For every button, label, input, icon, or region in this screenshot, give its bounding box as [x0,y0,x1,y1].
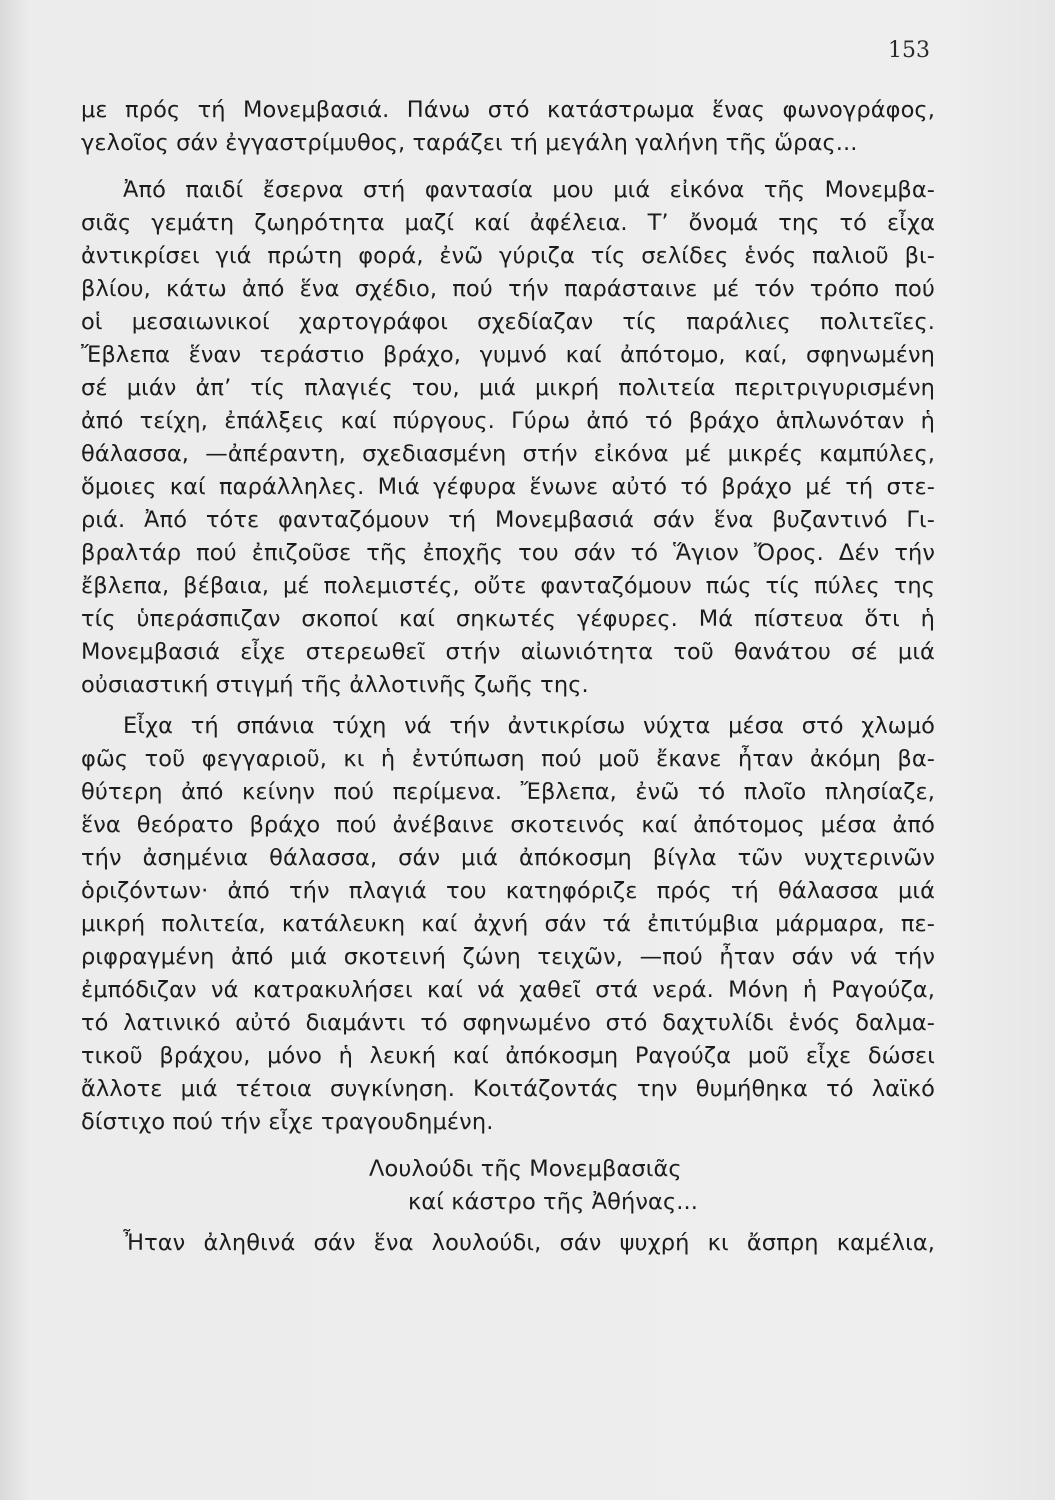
closing-line: Ἦταν ἀληθινά σάν ἕνα λουλούδι, σάν ψυχρή κι ἄσπρη καμέλια, [123,1230,935,1256]
text-line: βλίου, κάτω ἀπό ἕνα σχέδιο, πού τήν παράσταινε μέ τόν τρόπο πού [81,276,935,302]
text-line: γελοῖος σάν ἐγγαστρίμυθος, ταράζει τή μεγάλη γαλήνη τῆς ὥρας... [81,130,858,156]
text-line: σέ μιάν ἀπ’ τίς πλαγιές του, μιά μικρή πολιτεία περιτριγυρισμένη [81,375,935,401]
text-line: οἱ μεσαιωνικοί χαρτογράφοι σχεδίαζαν τίς παράλιες πολιτεῖες. [81,309,935,335]
paragraph-1 [81,94,935,160]
text-line: Μονεμβασιά εἶχε στερεωθεῖ στήν αἰωνιότητα τοῦ θανάτου σέ μιά [81,639,935,665]
paragraph-3 [81,710,935,1139]
text-line: ριφραγμένη ἀπό μιά σκοτεινή ζώνη τειχῶν, —πού ἦταν σάν νά τήν [81,944,935,970]
paragraph-gap [81,702,935,710]
text-line: θύτερη ἀπό κείνην πού περίμενα. Ἔβλεπα, ἐνῶ τό πλοῖο πλησίαζε, [81,779,935,805]
paragraph-2 [81,174,935,702]
text-line: Ἀπό παιδί ἔσερνα στή φαντασία μου μιά εἰκόνα τῆς Μονεμβα- [123,177,935,203]
text-line: θάλασσα, —ἀπέραντη, σχεδιασμένη στήν εἰκόνα μέ μικρές καμπύλες, [81,441,935,467]
text-line: ἐμπόδιζαν νά κατρακυλήσει καί νά χαθεῖ στά νερά. Μόνη ἡ Ραγούζα, [81,977,935,1003]
text-line: ἀντικρίσει γιά πρώτη φορά, ἐνῶ γύριζα τίς σελίδες ἑνός παλιοῦ βι- [81,243,935,269]
text-line: τικοῦ βράχου, μόνο ἡ λευκή καί ἀπόκοσμη Ραγούζα μοῦ εἶχε δώσει [81,1043,935,1069]
text-line: ὁριζόντων· ἀπό τήν πλαγιά του κατηφόριζε πρός τή θάλασσα μιά [81,878,935,904]
text-line: ἄλλοτε μιά τέτοια συγκίνηση. Κοιτάζοντάς την θυμήθηκα τό λαϊκό [81,1076,935,1102]
text-line: ἕνα θεόρατο βράχο πού ἀνέβαινε σκοτεινός καί ἀπότομος μέσα ἀπό [81,812,935,838]
text-line: ἔβλεπα, βέβαια, μέ πολεμιστές, οὔτε φανταζόμουν πώς τίς πύλες της [81,573,935,599]
paragraph-gap [81,1219,935,1227]
text-line: τήν ἀσημένια θάλασσα, σάν μιά ἀπόκοσμη βίγλα τῶν νυχτερινῶν [81,845,935,871]
text-line: ἀπό τείχη, ἐπάλξεις καί πύργους. Γύρω ἀπό τό βράχο ἁπλωνόταν ἡ [81,408,935,434]
text-line: ριά. Ἀπό τότε φανταζόμουν τή Μονεμβασιά σάν ἕνα βυζαντινό Γι- [81,507,935,533]
text-line: μικρή πολιτεία, κατάλευκη καί ἀχνή σάν τά ἐπιτύμβια μάρμαρα, πε- [81,911,935,937]
verse-gap [81,1139,935,1153]
page-number: 153 [888,38,930,63]
text-line: Εἶχα τή σπάνια τύχη νά τήν ἀντικρίσω νύχτα μέσα στό χλωμό [123,713,935,739]
text-line: σιᾶς γεμάτη ζωηρότητα μαζί καί ἀφέλεια. Τ’ ὄνομά της τό εἶχα [81,210,935,236]
text-line: ὅμοιες καί παράλληλες. Μιά γέφυρα ἕνωνε αὐτό τό βράχο μέ τή στε- [81,474,935,500]
verse-couplet [81,1153,935,1219]
verse-line: Λουλούδι τῆς Μονεμβασιᾶς [369,1156,682,1182]
verse-line: καί κάστρο τῆς Ἀθήνας... [408,1189,698,1215]
text-line: βραλτάρ πού ἐπιζοῦσε τῆς ἐποχῆς του σάν τό Ἅγιον Ὄρος. Δέν τήν [81,540,935,566]
text-line: τίς ὑπεράσπιζαν σκοποί καί σηκωτές γέφυρες. Μά πίστευα ὅτι ἡ [81,606,935,632]
text-line: τό λατινικό αὐτό διαμάντι τό σφηνωμένο στό δαχτυλίδι ἑνός δαλμα- [81,1010,935,1036]
text-line: με πρός τή Μονεμβασιά. Πάνω στό κατάστρωμα ἕνας φωνογράφος, [81,97,935,123]
text-line: Ἔβλεπα ἕναν τεράστιο βράχο, γυμνό καί ἀπότομο, καί, σφηνωμένη [81,342,935,368]
paragraph-gap [81,160,935,174]
text-line: δίστιχο πού τήν εἶχε τραγουδημένη. [81,1109,494,1135]
page-body [81,94,935,1260]
text-line: οὐσιαστική στιγμή τῆς ἀλλοτινῆς ζωῆς της. [81,672,589,698]
text-line: φῶς τοῦ φεγγαριοῦ, κι ἡ ἐντύπωση πού μοῦ ἔκανε ἦταν ἀκόμη βα- [81,746,935,772]
